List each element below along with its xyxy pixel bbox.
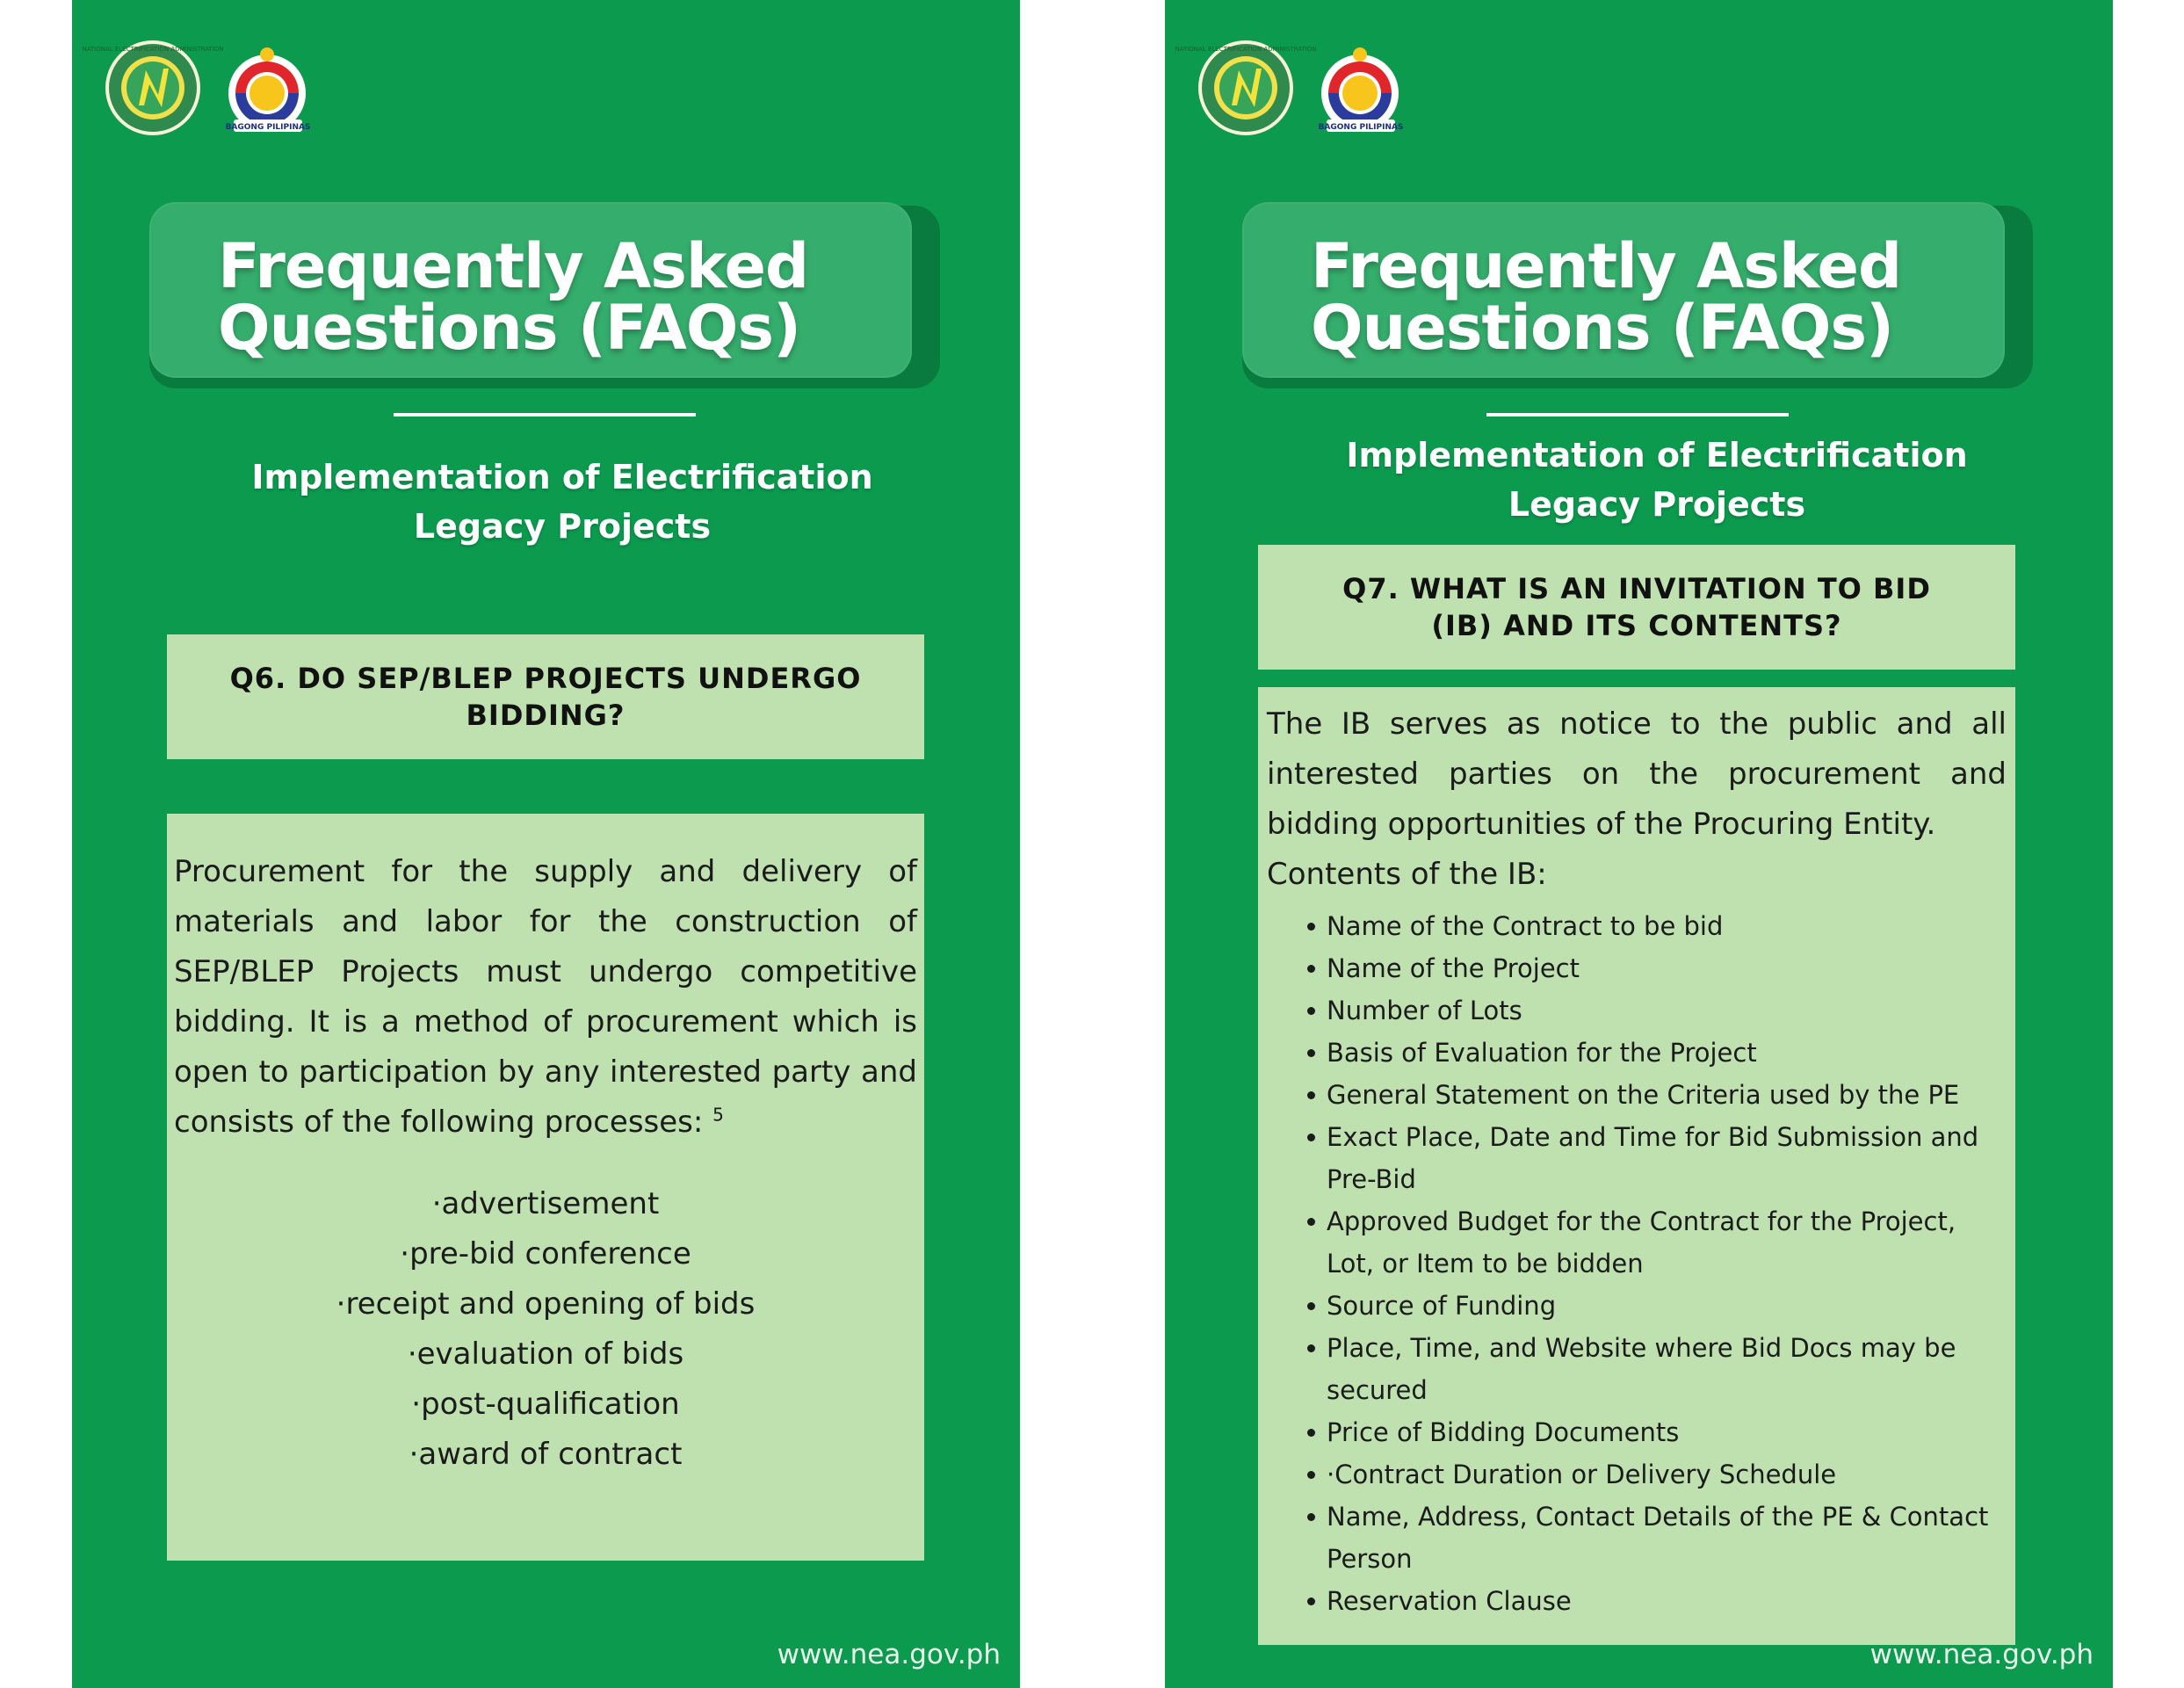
footnote-marker: 5 <box>712 1104 724 1126</box>
list-item: Exact Place, Date and Time for Bid Submission and Pre-Bid <box>1258 1116 2015 1200</box>
list-item: ·award of contract <box>409 1437 683 1472</box>
website-link[interactable]: www.nea.gov.ph <box>1869 1639 2094 1670</box>
list-item: Number of Lots <box>1258 989 2015 1032</box>
answer-body: Procurement for the supply and delivery of materials and labor for the construction of SEP/BLEP Projects must undergo competitive bidding. It is a method of procurement which is open to participation by any interested party and consists of the following processes: <box>174 854 917 1140</box>
divider <box>394 413 696 417</box>
divider <box>1486 413 1789 417</box>
page-title-line1: Frequently Asked <box>218 230 809 302</box>
logos <box>1175 39 1416 137</box>
list-item: Place, Time, and Website where Bid Docs may be secured <box>1258 1327 2015 1411</box>
bagong-pilipinas-logo-icon <box>1319 47 1404 132</box>
nea-logo-icon <box>82 39 323 137</box>
list-item: ·post-qualification <box>411 1387 680 1422</box>
answer-box <box>1258 687 2015 1645</box>
bullet-icon <box>1307 1049 1315 1057</box>
bullet-icon <box>1307 1513 1315 1521</box>
list-item: Price of Bidding Documents <box>1258 1411 2015 1453</box>
answer-text: The IB serves as notice to the public and all interested parties on the procurement and bidding opportunities of the Procuring Entity. <box>1267 706 2007 842</box>
bullet-icon <box>1307 1091 1315 1099</box>
process-list <box>167 1179 924 1480</box>
subtitle <box>228 453 896 551</box>
subtitle <box>1323 431 1991 529</box>
page-title-line2: Questions (FAQs) <box>1311 292 1894 364</box>
bullet-icon <box>1307 923 1315 931</box>
question-text: Q7. WHAT IS AN INVITATION TO BID (IB) AND ITS CONTENTS? <box>1342 572 1931 642</box>
list-item: Basis of Evaluation for the Project <box>1258 1032 2015 1074</box>
list-item: Approved Budget for the Contract for the Project, Lot, or Item to be bidden <box>1258 1200 2015 1285</box>
bullet-icon <box>1307 1471 1315 1479</box>
bullet-icon <box>1307 1218 1315 1226</box>
svg-text:BAGONG PILIPINAS: BAGONG PILIPINAS <box>225 123 311 132</box>
list-item: ·receipt and opening of bids <box>336 1286 756 1322</box>
page-title-line1: Frequently Asked <box>1311 230 1902 302</box>
answer-text <box>174 847 917 1148</box>
subtitle-line1: Implementation of Electrification <box>1346 436 1968 475</box>
faq-card-q6 <box>72 0 1020 1688</box>
list-item: Name of the Project <box>1258 947 2015 989</box>
svg-text:NATIONAL ELECTRIFICATION ADMIN: NATIONAL ELECTRIFICATION ADMINISTRATION <box>1175 46 1317 53</box>
answer-box <box>167 814 924 1561</box>
svg-text:BAGONG PILIPINAS: BAGONG PILIPINAS <box>1318 123 1404 132</box>
list-item: Name, Address, Contact Details of the PE & Contact Person <box>1258 1496 2015 1580</box>
bullet-icon <box>1307 965 1315 973</box>
list-item: ·Contract Duration or Delivery Schedule <box>1258 1453 2015 1496</box>
subtitle-line2: Legacy Projects <box>1508 485 1806 524</box>
bullet-icon <box>1307 1597 1315 1605</box>
nea-logo-icon <box>1175 39 1416 137</box>
question-box <box>1258 545 2015 670</box>
bullet-icon <box>1307 1302 1315 1310</box>
bagong-pilipinas-logo-icon <box>226 47 311 132</box>
list-item: ·evaluation of bids <box>407 1337 684 1372</box>
faq-card-q7 <box>1165 0 2113 1688</box>
list-item: ·pre-bid conference <box>400 1236 691 1271</box>
subtitle-line1: Implementation of Electrification <box>251 458 873 496</box>
bullet-icon <box>1307 1007 1315 1015</box>
question-box <box>167 634 924 759</box>
contents-list <box>1258 905 2015 1622</box>
svg-text:NATIONAL ELECTRIFICATION ADMIN: NATIONAL ELECTRIFICATION ADMINISTRATION <box>82 46 224 53</box>
list-item: General Statement on the Criteria used by the PE <box>1258 1074 2015 1116</box>
bullet-icon <box>1307 1429 1315 1437</box>
list-item: ·advertisement <box>431 1186 660 1221</box>
list-item: Reservation Clause <box>1258 1580 2015 1622</box>
logos <box>82 39 323 137</box>
bullet-icon <box>1307 1344 1315 1352</box>
contents-label: Contents of the IB: <box>1267 857 1547 892</box>
question-text: Q6. DO SEP/BLEP PROJECTS UNDERGO BIDDING? <box>229 662 862 732</box>
subtitle-line2: Legacy Projects <box>413 507 712 546</box>
list-item: Source of Funding <box>1258 1285 2015 1327</box>
list-item: Name of the Contract to be bid <box>1258 905 2015 947</box>
bullet-icon <box>1307 1134 1315 1141</box>
page-title-line2: Questions (FAQs) <box>218 292 801 364</box>
website-link[interactable]: www.nea.gov.ph <box>777 1639 1001 1670</box>
